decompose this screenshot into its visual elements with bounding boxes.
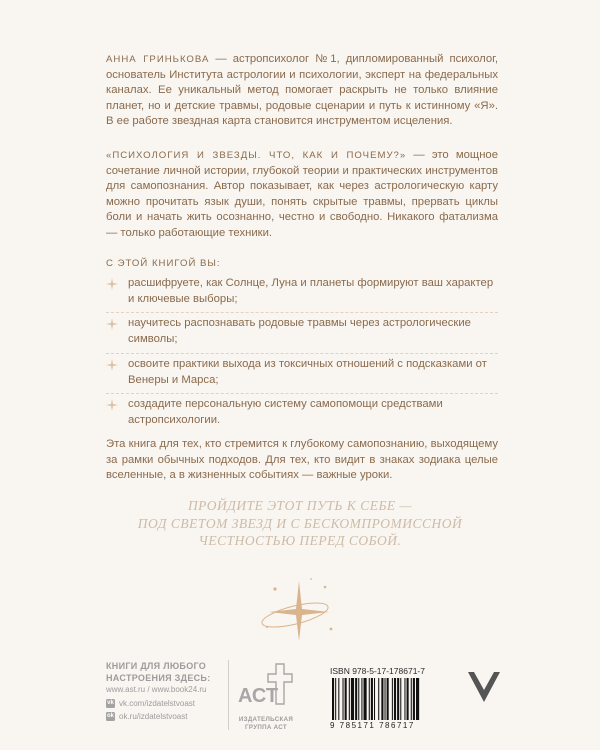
barcode-bar bbox=[351, 678, 354, 720]
list-item bbox=[106, 276, 498, 316]
barcode-bar bbox=[358, 678, 359, 720]
barcode-bar bbox=[392, 678, 393, 720]
barcode-bar bbox=[385, 678, 386, 720]
sparkle-icon bbox=[106, 399, 118, 411]
barcode-bar bbox=[378, 678, 379, 720]
vk-icon: vk bbox=[107, 700, 114, 706]
barcode-bar bbox=[397, 678, 399, 720]
barcode-bar bbox=[374, 678, 375, 720]
publisher-caption: ИЗДАТЕЛЬСКАЯ ГРУППА АСТ bbox=[238, 716, 294, 731]
author-name: АННА ГРИНЬКОВА bbox=[106, 54, 210, 65]
barcode-bar bbox=[349, 678, 350, 720]
books-title: КНИГИ ДЛЯ ЛЮБОГО НАСТРОЕНИЯ ЗДЕСЬ: bbox=[106, 661, 211, 683]
list-item-text: научитесь распознавать родовые травмы через астрологические символы; bbox=[128, 317, 471, 345]
sparkle-icon bbox=[106, 278, 118, 290]
list-item-text: создадите персональную систему самопомощи средствами астропсихологии. bbox=[128, 398, 443, 426]
divider bbox=[106, 312, 498, 313]
barcode-bar bbox=[400, 678, 401, 720]
quote-line: ПРОЙДИТЕ ЭТОТ ПУТЬ К СЕБЕ — bbox=[187, 498, 413, 513]
star-orbit-emblem-icon bbox=[255, 575, 345, 645]
barcode-bar bbox=[335, 678, 336, 720]
book-text: — это мощное сочетание личной истории, глубокой теории и практических инструментов для самопознания. Автор показывает, как через астрологическую карту можно прочитать язык души, понять скрытые травмы, прервать циклы боли и начать жить осознанно, честно и свободно. Никакого фатализма — только работающие техники. bbox=[106, 149, 498, 239]
barcode bbox=[330, 678, 450, 720]
barcode-bar bbox=[381, 678, 383, 720]
author-text: — астропсихолог №1, дипломированный психолог, основатель Института астрологии и психологии, эксперт на федеральных каналах. Ее уникальный метод помогает раскрыть не только влияние планет, но и детские травмы, родовые сценарии и путь к истинному «Я». В ее работе звездная карта становится инструментом исцеления. bbox=[106, 53, 498, 128]
barcode-bar bbox=[345, 678, 347, 720]
barcode-bar bbox=[387, 678, 389, 720]
barcode-bar bbox=[338, 678, 339, 720]
quote-line: ЧЕСТНОСТЬЮ ПЕРЕД СОБОЙ. bbox=[198, 533, 402, 548]
book-title: «ПСИХОЛОГИЯ И ЗВЕЗДЫ. ЧТО, КАК И ПОЧЕМУ?» bbox=[106, 150, 407, 161]
barcode-bar bbox=[413, 678, 415, 720]
barcode-bar bbox=[332, 678, 334, 720]
barcode-bar bbox=[416, 678, 419, 720]
svg-text:АСТ: АСТ bbox=[237, 685, 279, 707]
quote bbox=[110, 497, 490, 550]
websites-link[interactable]: www.ast.ru / www.book24.ru bbox=[106, 685, 207, 694]
divider bbox=[228, 660, 229, 730]
barcode-bar bbox=[361, 678, 362, 720]
barcode-bar bbox=[411, 678, 412, 720]
barcode-number: 9 785171 786717 bbox=[330, 721, 415, 730]
with-book-title: С ЭТОЙ КНИГОЙ ВЫ: bbox=[106, 258, 221, 269]
barcode-bar bbox=[364, 678, 367, 720]
barcode-bar bbox=[355, 678, 357, 720]
barcode-bar bbox=[394, 678, 396, 720]
ast-logo-icon bbox=[236, 660, 296, 714]
closing-paragraph: Эта книга для тех, кто стремится к глубокому самопознанию, выходящему за рамки обычных подходов. Для тех, кто видит в знаках зодиака целые вселенные, а в жизненных событиях — важные уроки. bbox=[106, 438, 498, 482]
sparkle-icon bbox=[106, 359, 118, 371]
barcode-bar bbox=[369, 678, 370, 720]
divider bbox=[106, 353, 498, 354]
barcode-bar bbox=[407, 678, 409, 720]
list-item bbox=[106, 316, 498, 357]
quote-line: ПОД СВЕТОМ ЗВЕЗД И С БЕСКОМПРОМИССНОЙ bbox=[137, 515, 463, 531]
list-item bbox=[106, 397, 498, 428]
barcode-bar bbox=[343, 678, 344, 720]
list-item-text: расшифруете, как Солнце, Луна и планеты формируют ваш характер и ключевые выборы; bbox=[128, 277, 494, 305]
barcode-bar bbox=[404, 678, 405, 720]
divider bbox=[106, 393, 498, 394]
isbn: ISBN 978-5-17-178671-7 bbox=[330, 666, 425, 676]
vk-link[interactable]: vk vk.com/izdatelstvoast bbox=[107, 699, 196, 708]
v-brand-icon bbox=[464, 666, 504, 706]
author-paragraph bbox=[106, 52, 498, 130]
list-item bbox=[106, 357, 498, 397]
ok-link[interactable]: ok ok.ru/izdatelstvoast bbox=[106, 712, 188, 721]
list-item-text: освоите практики выхода из токсичных отношений с подсказками от Венеры и Марса; bbox=[128, 358, 487, 386]
sparkle-icon bbox=[106, 318, 118, 330]
book-paragraph bbox=[106, 148, 498, 242]
barcode-bar bbox=[371, 678, 373, 720]
ok-icon: ok bbox=[106, 713, 114, 719]
